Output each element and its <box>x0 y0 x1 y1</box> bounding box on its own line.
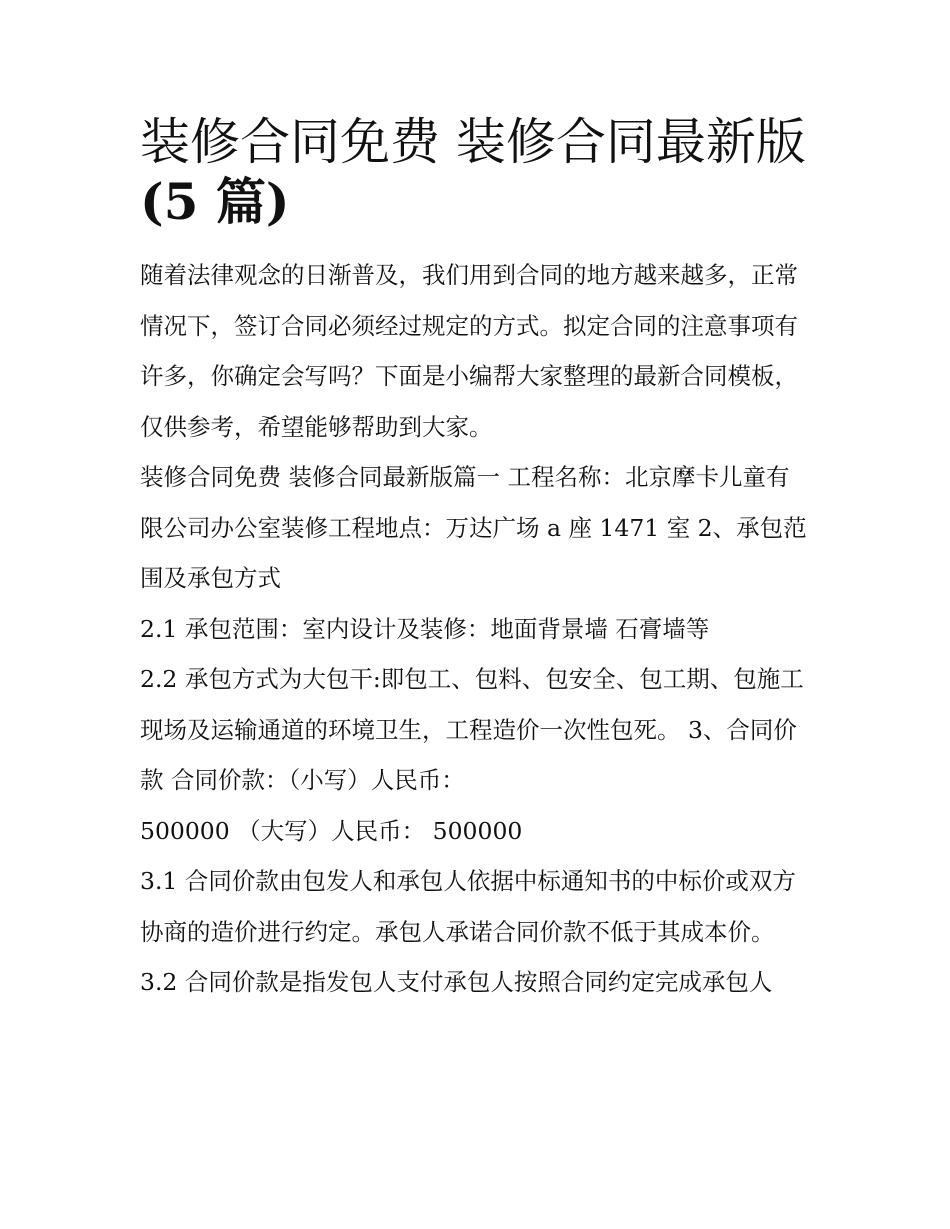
paragraph-price: 500000 （大写）人民币： 500000 <box>140 816 523 845</box>
paragraph-2-1: 2.1 承包范围：室内设计及装修：地面背景墙 石膏墙等 <box>140 614 710 643</box>
paragraph-3-1: 3.1 合同价款由包发人和承包人依据中标通知书的中标价或双方协商的造价进行约定。承包人承诺合同价款不低于其成本价。 <box>140 867 796 946</box>
title-line-2: (5 篇) <box>140 172 290 231</box>
paragraph-project-info: 装修合同免费 装修合同最新版篇一 工程名称：北京摩卡儿童有限公司办公室装修工程地点：万达广场 a 座 1471 室 2、承包范围及承包方式 <box>140 463 807 592</box>
paragraph-2-2: 2.2 承包方式为大包干:即包工、包料、包安全、包工期、包施工现场及运输通道的环境卫生，工程造价一次性包死。 3、合同价款 合同价款：（小写）人民币： <box>140 665 804 794</box>
document-title <box>140 112 812 232</box>
paragraph-intro: 随着法律观念的日渐普及，我们用到合同的地方越来越多，正常情况下，签订合同必须经过规定的方式。拟定合同的注意事项有许多，你确定会写吗？下面是小编帮大家整理的最新合同模板，仅供参考，希望能够帮助到大家。 <box>140 261 798 441</box>
paragraph-3-2: 3.2 合同价款是指发包人支付承包人按照合同约定完成承包人 <box>140 968 773 996</box>
document-body <box>140 250 812 1008</box>
title-line-1: 装修合同免费 装修合同最新版 <box>140 113 806 171</box>
